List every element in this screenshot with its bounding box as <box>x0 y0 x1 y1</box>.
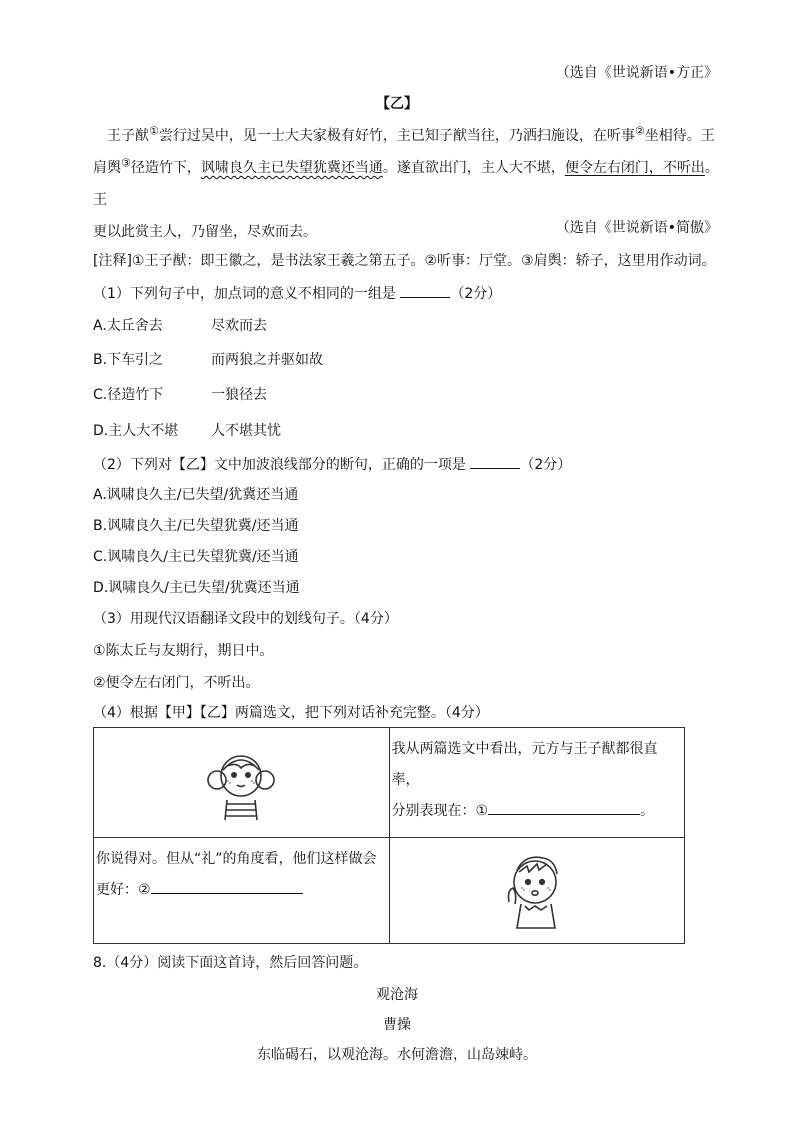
option-row: D.讽啸良久/主已失望/犹冀还当通 <box>93 580 300 596</box>
passage-text: 尝行过吴中，见一士大夫家极有好竹，主已知子猷当往，乃洒扫施设，在听事 <box>158 128 635 144</box>
note-marker-3: ③ <box>121 156 131 170</box>
option-pair: 尽欢而去 <box>211 318 267 334</box>
underlined-sentence: 便令左右闭门，不听出 <box>564 160 705 176</box>
option-pair: 而两狼之并驱如故 <box>211 352 323 368</box>
poem-title: 观沧海 <box>376 987 418 1003</box>
option-row <box>93 385 163 405</box>
question-text: （2）下列对【乙】文中加波浪线部分的断句，正确的一项是 <box>93 457 466 473</box>
option-row <box>93 316 163 336</box>
option-label: B.下车引之 <box>93 352 164 368</box>
question-1-stem <box>93 283 501 304</box>
sentence-end: 。 <box>640 803 655 819</box>
option-row: C.讽啸良久/主已失望犹冀/还当通 <box>93 549 299 565</box>
boy-speech-cell <box>94 838 390 944</box>
wavy-underlined-phrase: 讽啸良久主已失望犹冀还当通 <box>200 160 383 176</box>
answer-blank[interactable] <box>470 454 520 469</box>
annotation-notes: [注释]①王子猷：即王徽之，是书法家王羲之第五子。②听事：厅堂。③肩舆：轿子，这里用作动词。 <box>93 253 716 269</box>
note-marker-2: ② <box>634 124 645 138</box>
option-label: D.主人大不堪 <box>93 423 179 439</box>
source-citation-b: （选自《世说新语•简傲》 <box>555 220 718 236</box>
answer-blank-1[interactable] <box>488 799 640 815</box>
dialogue-table <box>93 727 685 944</box>
passage-text: 径造竹下， <box>130 160 201 176</box>
passage-text: 肩舆 <box>93 160 121 176</box>
question-4-stem: （4）根据【甲】【乙】两篇选文，把下列对话补充完整。（4分） <box>93 705 489 721</box>
answer-prefix: 分别表现在：① <box>391 803 489 819</box>
girl-speech-line: 我从两篇选文中看出，元方与王子猷都很直率， <box>391 741 658 788</box>
option-row <box>93 350 163 370</box>
passage-text: 。遂直欲出门，主人大不堪， <box>382 160 565 176</box>
option-row: B.讽啸良久主/已失望犹冀/还当通 <box>93 518 299 534</box>
question-8-stem: 8.（4分）阅读下面这首诗，然后回答问题。 <box>93 955 368 971</box>
option-label: C.径造竹下 <box>93 387 164 403</box>
option-pair: 一狼径去 <box>211 387 267 403</box>
option-row <box>93 421 178 441</box>
source-citation-a: （选自《世说新语•方正》 <box>555 65 718 81</box>
translation-item: ②便令左右闭门，不听出。 <box>93 675 260 691</box>
passage-text: 更以此赏主人，乃留坐，尽欢而去。 <box>93 224 317 240</box>
question-text: （1）下列句子中，加点词的意义不相同的一组是 <box>93 286 396 302</box>
girl-speech-answer <box>392 796 685 827</box>
poem-author: 曹操 <box>383 1017 411 1033</box>
translation-item: ①陈太丘与友期行，期日中。 <box>93 643 274 659</box>
answer-prefix: 更好：② <box>96 882 151 898</box>
answer-blank[interactable] <box>400 283 450 298</box>
passage-text: 坐相待。王 <box>644 128 715 144</box>
answer-blank-2[interactable] <box>151 878 303 894</box>
question-2-stem <box>93 454 571 475</box>
note-marker-1: ① <box>149 124 159 138</box>
section-title-yi: 【乙】 <box>376 96 418 112</box>
question-score: （2分） <box>450 286 502 302</box>
option-row: A.讽啸良久主/已失望/犹冀还当通 <box>93 487 299 503</box>
question-3-stem: （3）用现代汉语翻译文段中的划线句子。（4分） <box>93 611 398 627</box>
girl-illustration <box>201 742 281 822</box>
girl-figure-cell <box>94 728 390 838</box>
girl-speech-cell <box>389 728 685 838</box>
boy-speech-answer <box>96 875 389 906</box>
poem-line: 东临碣石，以观沧海。水何澹澹，山岛竦峙。 <box>257 1047 537 1063</box>
option-label: A.太丘舍去 <box>93 318 163 334</box>
boy-figure-cell <box>389 838 685 944</box>
question-score: （2分） <box>520 457 572 473</box>
boy-illustration <box>499 848 575 932</box>
passage-text: 。王 <box>93 160 719 208</box>
boy-speech-line: 你说得对。但从“礼”的角度看，他们这样做会 <box>96 851 377 867</box>
passage-text: 王子猷 <box>107 128 149 144</box>
option-pair: 人不堪其忧 <box>211 423 281 439</box>
